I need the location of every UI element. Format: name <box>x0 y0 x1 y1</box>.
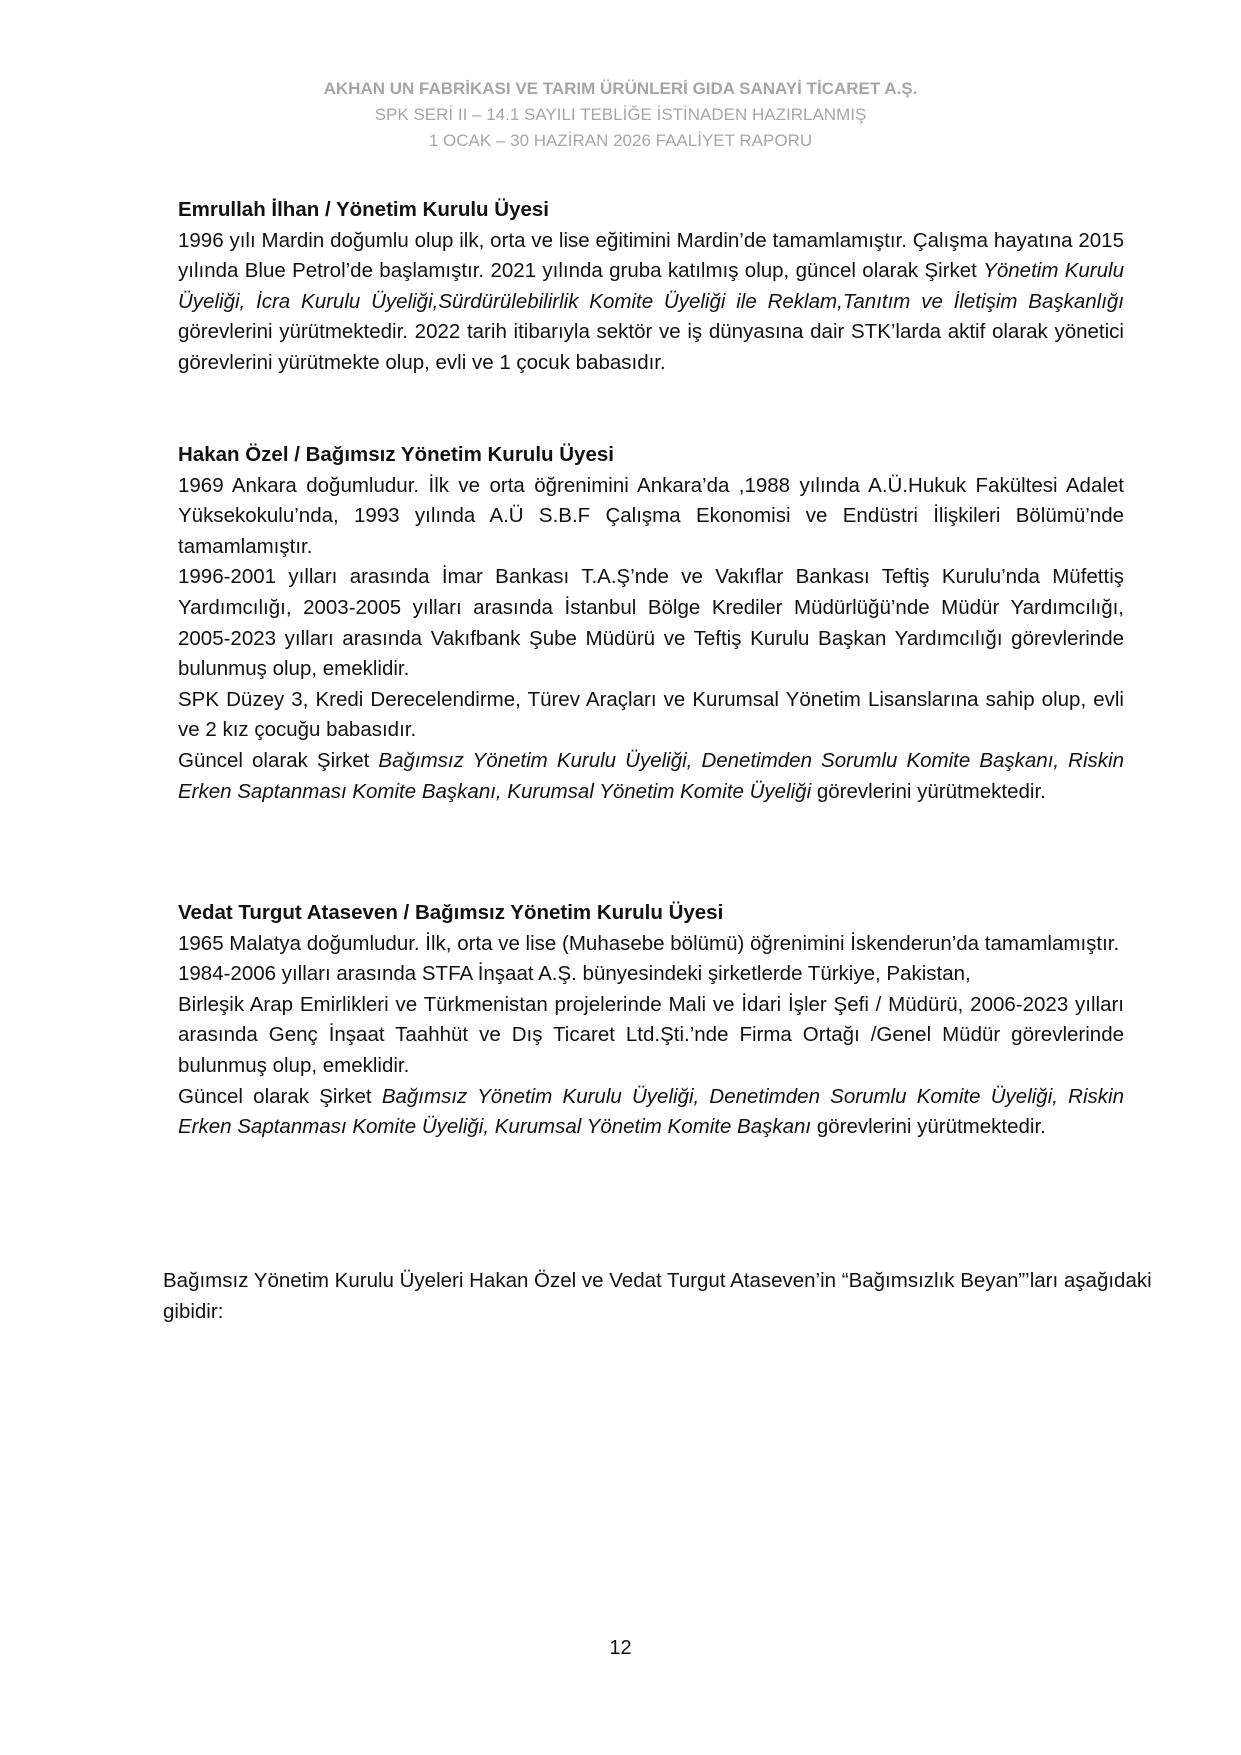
bio-title: Emrullah İlhan / Yönetim Kurulu Üyesi <box>178 198 549 221</box>
statement-text: Bağımsız Yönetim Kurulu Üyeleri Hakan Özel ve Vedat Turgut Ataseven’in “Bağımsızlık Beyan”’ları aşağıdaki gibidir: <box>163 1269 1152 1323</box>
page-number: 12 <box>609 1637 632 1659</box>
bio-paragraph-line: 1984-2006 yılları arasında STFA İnşaat A.Ş. bünyesindeki şirketlerde Türkiye, Pakistan, <box>178 962 971 986</box>
bio-paragraph: Birleşik Arap Emirlikleri ve Türkmenistan projelerinde Mali ve İdari İşler Şefi / Müdürü, 2006-2023 yılları arasında Genç İnşaat Taahhüt ve Dış Ticaret Ltd.Şti.’nde Firma Ortağı /Genel Müdür görevlerinde bulunmuş olup, emeklidir. <box>178 992 1124 1077</box>
bio-text: Güncel olarak Şirket <box>178 1084 382 1108</box>
bio-text: Güncel olarak Şirket <box>178 748 379 772</box>
header-line2: SPK SERİ II – 14.1 SAYILI TEBLİĞE İSTİNADEN HAZIRLANMIŞ <box>374 105 867 124</box>
bio-paragraph <box>178 746 1124 807</box>
header-line3: 1 OCAK – 30 HAZİRAN 2026 FAALİYET RAPORU <box>428 131 813 150</box>
bio-paragraph <box>178 1082 1124 1143</box>
bio-paragraph: 1965 Malatya doğumludur. İlk, orta ve lise (Muhasebe bölümü) öğrenimini İskenderun’da tamamlamıştır. <box>178 931 1120 955</box>
bio-paragraph: 1969 Ankara doğumludur. İlk ve orta öğrenimini Ankara’da ,1988 yılında A.Ü.Hukuk Fakültesi Adalet Yüksekokulu’nda, 1993 yılında A.Ü S.B.F Çalışma Ekonomisi ve Endüstri İlişkileri Bölümü’nde tamamlamıştır. <box>178 473 1124 558</box>
header-company: AKHAN UN FABRİKASI VE TARIM ÜRÜNLERİ GIDA SANAYİ TİCARET A.Ş. <box>323 79 918 98</box>
bio-paragraph <box>178 226 1124 379</box>
bio-text: görevlerini yürütmektedir. 2022 tarih itibarıyla sektör ve iş dünyasına dair STK’larda aktif olarak yönetici görevlerini yürütmekte olup, evli ve 1 çocuk babasıdır. <box>178 320 1124 374</box>
bio-text: 1996 yılı Mardin doğumlu olup ilk, orta ve lise eğitimini Mardin’de tamamlamıştır. Çalışma hayatına 2015 yılında Blue Petrol’de başlamıştır. 2021 yılında gruba katılmış olup, güncel olarak Şirket <box>178 228 1124 283</box>
bio-roles-italic: Yönetim Kurulu Üyeliği, İcra Kurulu Üyeliği,Sürdürülebilirlik Komite Üyeliği ile Reklam,Tanıtım ve İletişim Başkanlığı <box>178 259 1124 313</box>
bio-title: Hakan Özel / Bağımsız Yönetim Kurulu Üyesi <box>178 443 614 466</box>
bio-emrullah-ilhan <box>178 195 1124 379</box>
page-header <box>0 76 1241 154</box>
bio-roles-italic: Bağımsız Yönetim Kurulu Üyeliği, Denetimden Sorumlu Komite Başkanı, Riskin Erken Saptanması Komite Başkanı, Kurumsal Yönetim Komite Üyeliği <box>178 748 1124 803</box>
bio-hakan-ozel <box>178 440 1124 807</box>
bio-roles-italic: Bağımsız Yönetim Kurulu Üyeliği, Denetimden Sorumlu Komite Üyeliği, Riskin Erken Saptanması Komite Üyeliği, Kurumsal Yönetim Komite Başkanı <box>178 1084 1124 1139</box>
bio-vedat-turgut-ataseven <box>178 898 1124 1143</box>
bio-paragraph: 1996-2001 yılları arasında İmar Bankası T.A.Ş’nde ve Vakıflar Bankası Teftiş Kurulu’nda Müfettiş Yardımcılığı, 2003-2005 yılları arasında İstanbul Bölge Krediler Müdürlüğü’nde Müdür Yardımcılığı, 2005-2023 yılları arasında Vakıfbank Şube Müdürü ve Teftiş Kurulu Başkan Yardımcılığı görevlerinde bulunmuş olup, emeklidir. <box>178 565 1124 681</box>
bio-title: Vedat Turgut Ataseven / Bağımsız Yönetim Kurulu Üyesi <box>178 901 724 924</box>
bio-paragraph: SPK Düzey 3, Kredi Derecelendirme, Türev Araçları ve Kurumsal Yönetim Lisanslarına sahip olup, evli ve 2 kız çocuğu babasıdır. <box>178 687 1124 742</box>
independence-statement <box>163 1266 1173 1327</box>
bio-text: görevlerini yürütmektedir. <box>811 779 1046 803</box>
bio-text: görevlerini yürütmektedir. <box>811 1115 1046 1139</box>
